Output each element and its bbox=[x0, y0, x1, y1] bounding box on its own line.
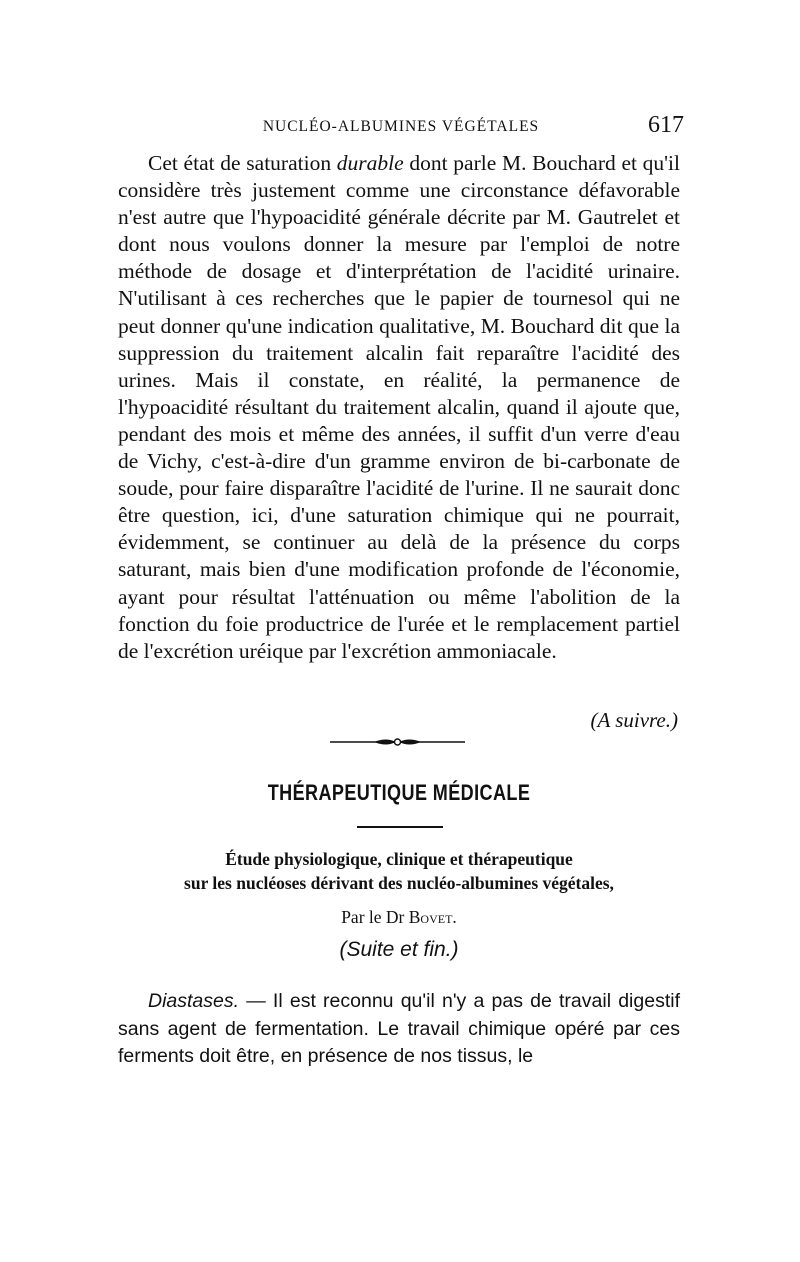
byline-author: Bovet. bbox=[408, 907, 457, 927]
paragraph-1 bbox=[118, 150, 680, 665]
page-number: 617 bbox=[648, 112, 684, 138]
running-title: NUCLÉO-ALBUMINES VÉGÉTALES bbox=[262, 118, 540, 135]
section-title: THÉRAPEUTIQUE MÉDICALE bbox=[267, 780, 531, 805]
italic-durable: durable bbox=[336, 151, 404, 175]
section-rule bbox=[357, 826, 443, 828]
continuation-note: (Suite et fin.) bbox=[339, 938, 459, 961]
paragraph-diastases bbox=[118, 988, 680, 1071]
running-head bbox=[118, 112, 684, 142]
paragraph-1-rest: dont parle M. Bouchard et qu'il considère très justement comme une circonstance défavorable n'est autre que l'hypoacidité générale décrite par M. Gautrelet et dont nous voulons donner la mesure par l'emploi de notre méthode de dosage et d'interprétation de l'acidité urinaire. N'utilisant à ces recherches que le papier de tournesol qui ne peut donner qu'une indication qualitative, M. Bouchard dit que la suppression du traitement alcalin fait reparaître l'acidité des urines. Mais il constate, en réalité, la permanence de l'hypoacidité résultant du traitement alcalin, quand il ajoute que, pendant des mois et même des années, il suffit d'un verre d'eau de Vichy, c'est-à-dire d'un gramme environ de bi-carbonate de soude, pour faire disparaître l'acidité de l'urine. Il ne saurait donc être question, ici, d'une saturation chimique qui ne pourrait, évidemment, se continuer au delà de la présence du corps saturant, mais bien d'une modification profonde de l'économie, ayant pour résultat l'atténuation ou même l'abolition de la fonction du foie productrice de l'urée et le remplacement partiel de l'excrétion uréique par l'excrétion ammoniacale. bbox=[118, 151, 680, 663]
to-be-continued: (A suivre.) bbox=[590, 708, 678, 732]
paragraph-2 bbox=[118, 988, 680, 1071]
paragraph-2-lead: Diastases. bbox=[148, 990, 240, 1012]
paragraph-1-start: Cet état de saturation bbox=[148, 151, 337, 175]
article-title-line-1: Étude physiologique, clinique et thérapeutique bbox=[225, 849, 573, 869]
byline-prefix: Par le Dr bbox=[341, 907, 409, 927]
article-title bbox=[118, 847, 680, 895]
ornament-divider bbox=[330, 735, 465, 749]
byline bbox=[118, 907, 680, 928]
article-title-line-2: sur les nucléoses dérivant des nucléo-albumines végétales, bbox=[184, 873, 614, 893]
paragraph-saturation bbox=[118, 150, 680, 665]
paragraph-2-text: — Il est reconnu qu'il n'y a pas de travail digestif sans agent de fermentation. Le travail chimique opéré par ces ferments doit être, en présence de nos tissus, le bbox=[118, 990, 680, 1067]
